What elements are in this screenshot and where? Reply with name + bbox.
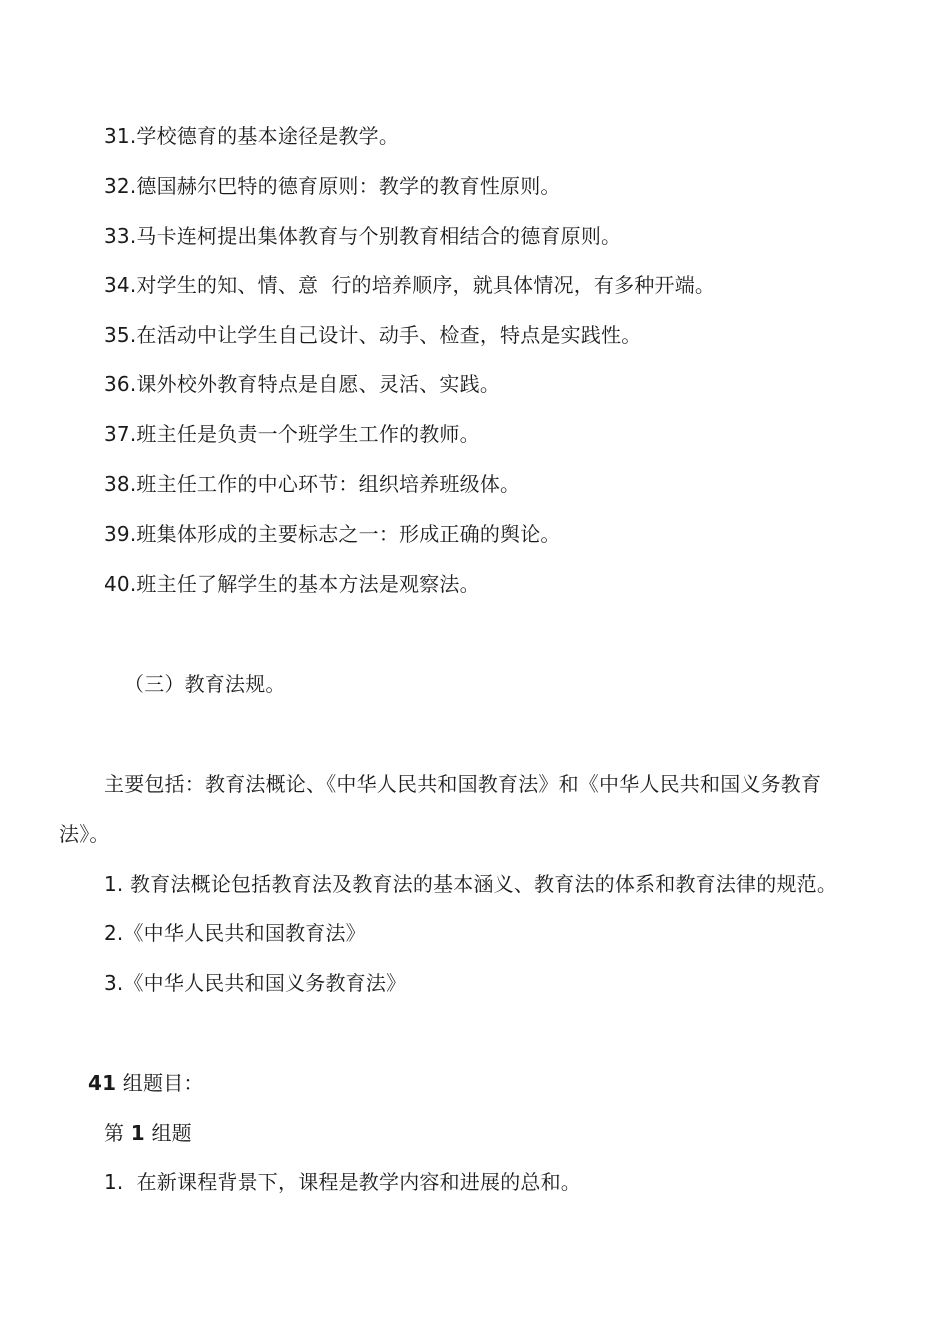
point-number: 32. [104,174,137,198]
point-number: 34. [104,273,137,297]
sub-item-text: 《中华人民共和国义务教育法》 [123,971,407,995]
point-36 [104,370,500,398]
sub-item-2 [104,919,366,947]
point-40 [104,570,480,598]
point-number: 31. [104,124,137,148]
group-1-heading [104,1119,192,1147]
question-number: 1. [104,1170,124,1194]
point-35 [104,321,641,349]
point-number: 36. [104,372,137,396]
point-text: 德国赫尔巴特的德育原则：教学的教育性原则。 [136,174,561,198]
intro-line-1: 主要包括：教育法概论、《中华人民共和国教育法》和《中华人民共和国义务教育 [104,772,822,796]
point-number: 39. [104,522,137,546]
group-count: 41 [88,1071,117,1095]
point-text: 班主任工作的中心环节：组织培养班级体。 [136,472,521,496]
point-text: 马卡连柯提出集体教育与个别教育相结合的德育原则。 [136,224,622,248]
section-heading: （三）教育法规。 [124,672,286,696]
question-1 [104,1168,581,1196]
point-text: 班集体形成的主要标志之一：形成正确的舆论。 [136,522,561,546]
point-text: 课外校外教育特点是自愿、灵活、实践。 [136,372,501,396]
sub-item-number: 2. [104,921,124,945]
sub-item-number: 1. [104,872,124,896]
point-text: 在活动中让学生自己设计、动手、检查，特点是实践性。 [136,323,642,347]
point-number: 40. [104,572,137,596]
point-31 [104,122,399,150]
sub-item-number: 3. [104,971,124,995]
sub-item-text: 《中华人民共和国教育法》 [123,921,366,945]
point-32 [104,172,561,200]
point-text: 班主任是负责一个班学生工作的教师。 [136,422,480,446]
point-38 [104,470,520,498]
sub-item-text: 教育法概论包括教育法及教育法的基本涵义、教育法的体系和教育法律的规范。 [130,872,838,896]
point-39 [104,520,561,548]
point-34 [104,271,715,299]
point-text: 班主任了解学生的基本方法是观察法。 [136,572,480,596]
group-suffix: 组题 [151,1121,192,1145]
point-33 [104,222,621,250]
group-heading [88,1069,204,1097]
point-number: 38. [104,472,137,496]
group-number: 1 [130,1121,145,1145]
intro-line-2: 法》。 [59,822,110,846]
group-label: 组题目： [122,1071,204,1095]
point-text: 学校德育的基本途径是教学。 [136,124,400,148]
group-prefix: 第 [104,1121,125,1145]
point-number: 37. [104,422,137,446]
point-number: 35. [104,323,137,347]
question-text: 在新课程背景下，课程是教学内容和进展的总和。 [136,1170,582,1194]
point-37 [104,420,480,448]
sub-item-1 [104,870,837,898]
sub-item-3 [104,969,406,997]
point-number: 33. [104,224,137,248]
point-text: 对学生的知、情、意 行的培养顺序，就具体情况，有多种开端。 [136,273,716,297]
